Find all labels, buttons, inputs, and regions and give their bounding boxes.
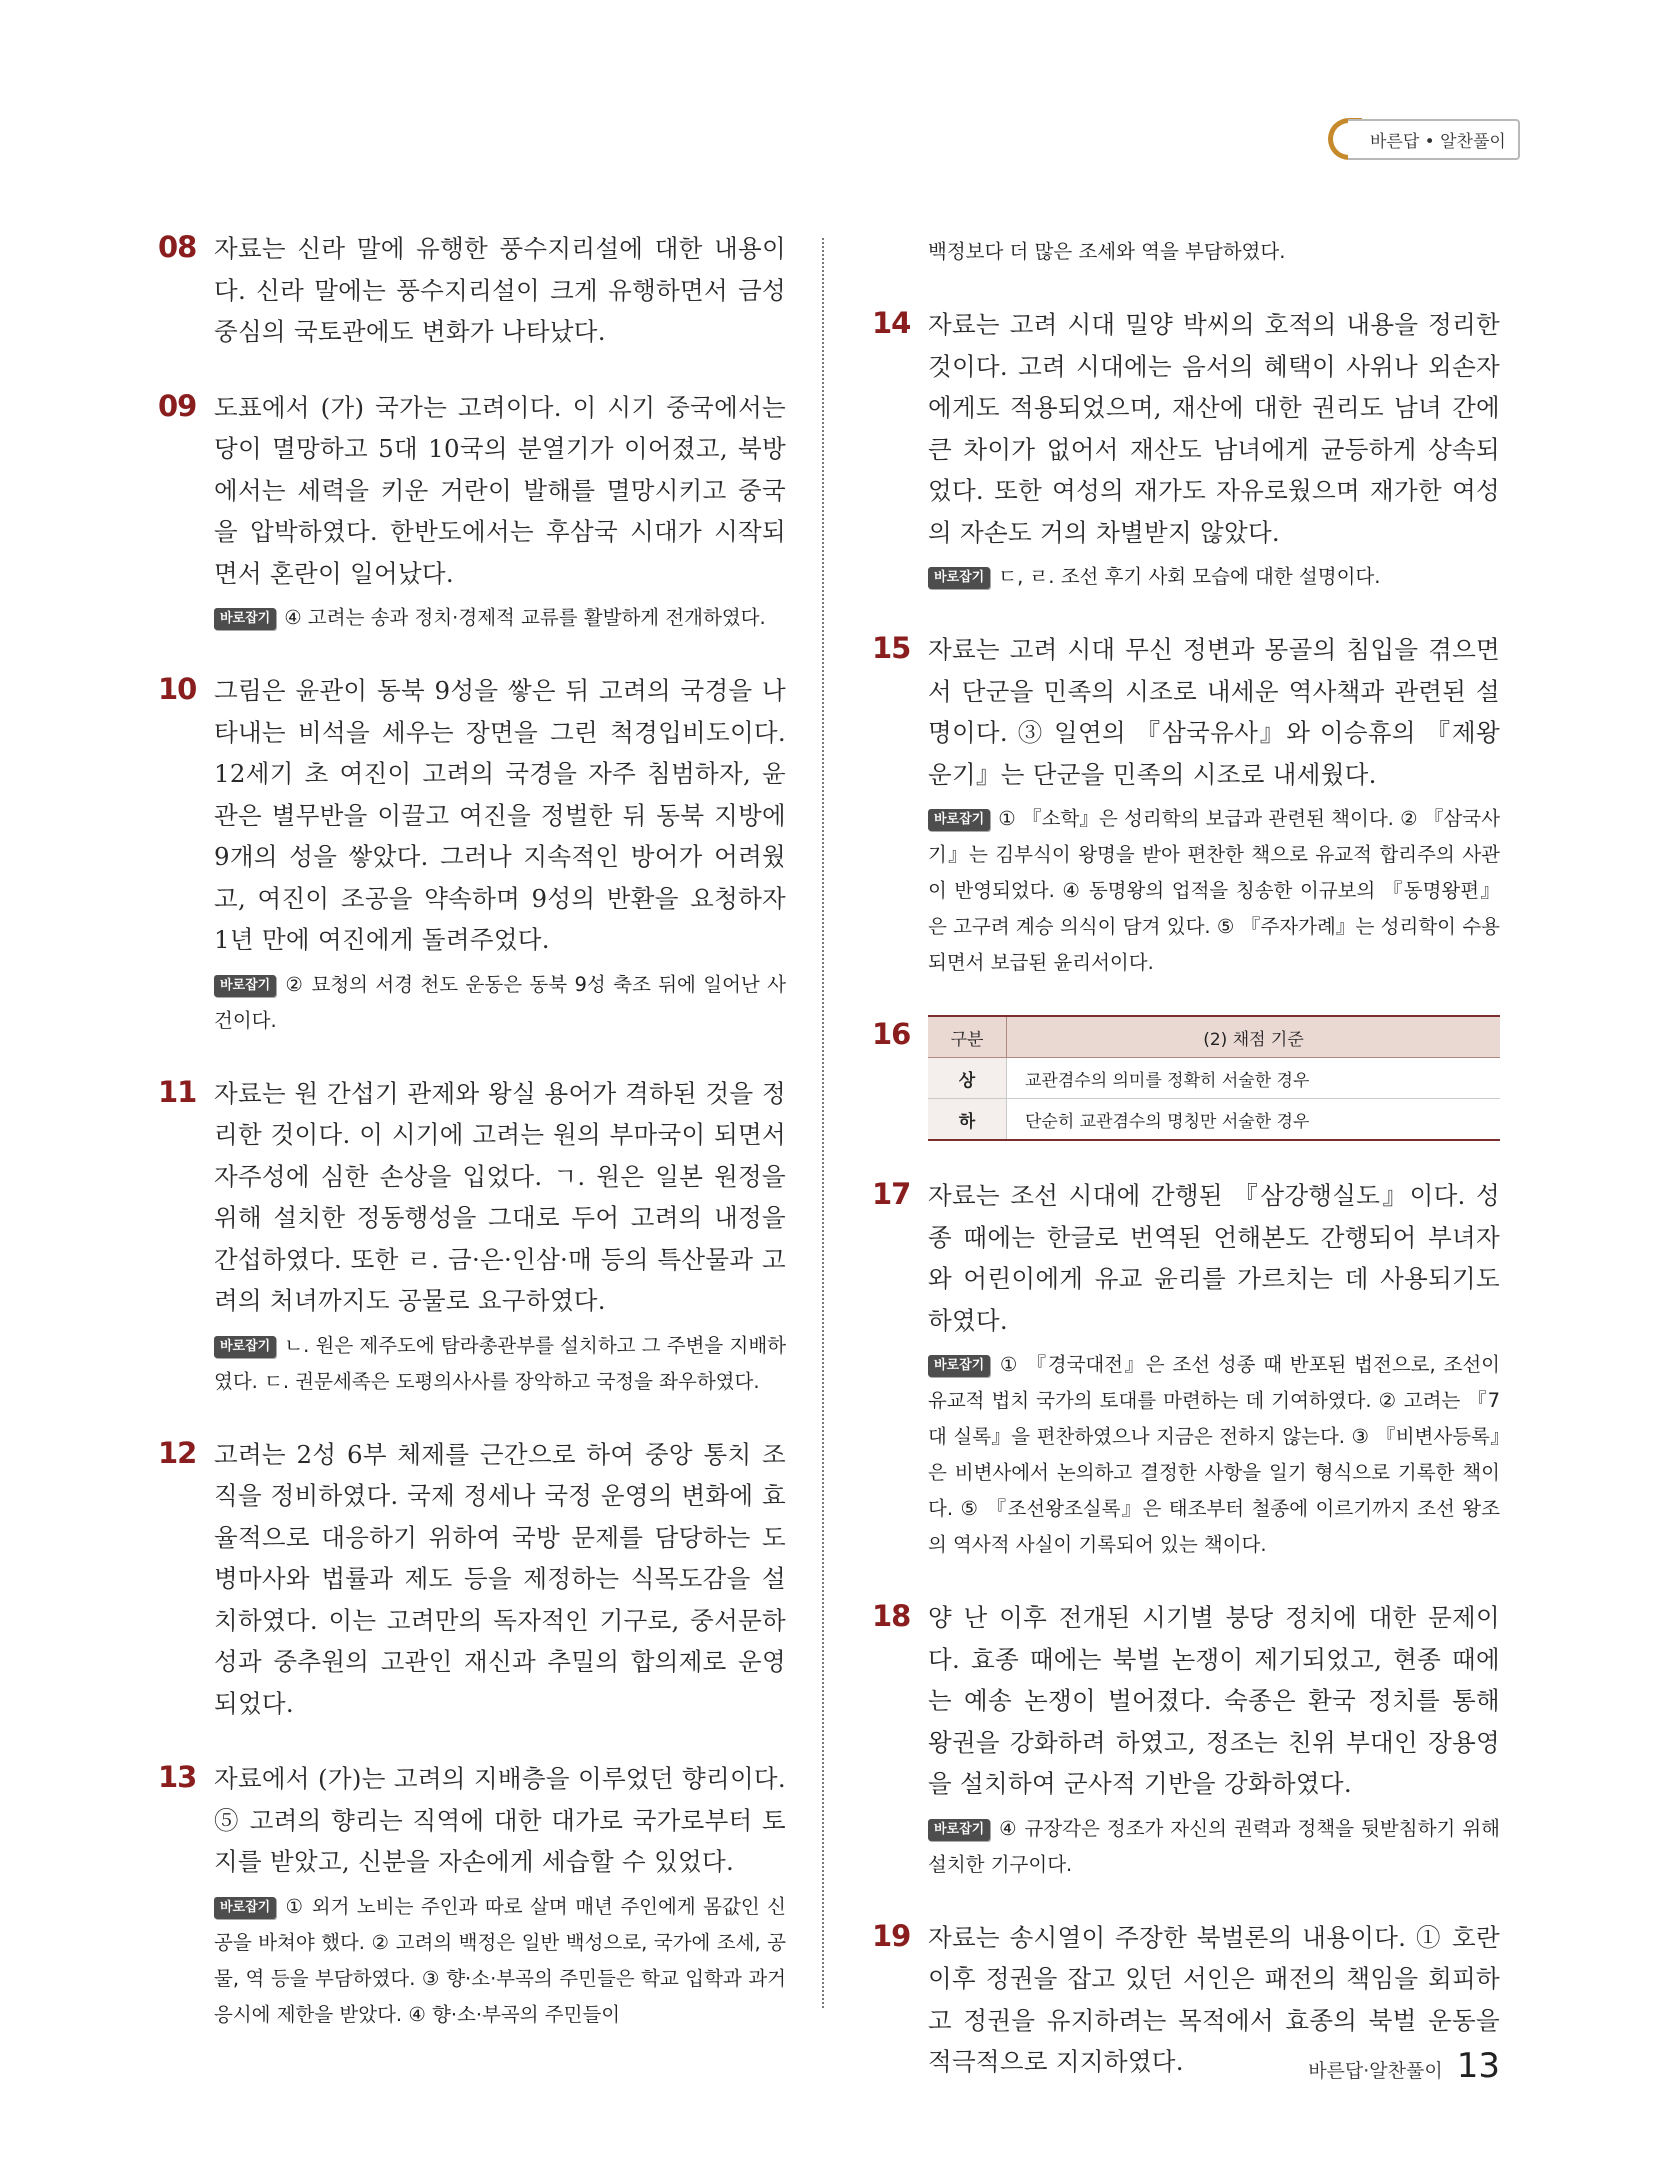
question-18 <box>872 1597 1500 1883</box>
question-number: 12 <box>158 1435 197 1470</box>
correction-tag: 바로잡기 <box>928 809 990 831</box>
question-number: 17 <box>872 1177 911 1211</box>
question-14 <box>872 304 1500 595</box>
explanation-text: 자료는 고려 시대 밀양 박씨의 호적의 내용을 정리한 것이다. 고려 시대에는 음서의 혜택이 사위나 외손자에게도 적용되었으며, 재산에 대한 권리도 남녀 간에 큰 차이가 없어서 재산도 남녀에게 균등하게 상속되었다. 또한 여성의 재가도 자유로웠으며 재가한 여성의 자손도 거의 차별받지 않았다. <box>928 310 1500 547</box>
table-row <box>928 1058 1500 1099</box>
question-13 <box>158 1758 786 2033</box>
question-number: 16 <box>872 1017 911 1051</box>
header-label: 바른답 • 알찬풀이 <box>1348 119 1520 160</box>
explanation-text: 양 난 이후 전개된 시기별 붕당 정치에 대한 문제이다. 효종 때에는 북벌 논쟁이 제기되었고, 현종 때에는 예송 논쟁이 벌어졌다. 숙종은 환국 정치를 통해 왕권을 강화하려 하였고, 정조는 친위 부대인 장용영을 설치하여 군사적 기반을 강화하였다. <box>928 1603 1500 1798</box>
correction-note <box>214 967 786 1039</box>
correction-note <box>214 1328 786 1400</box>
question-number: 11 <box>158 1074 197 1109</box>
question-11 <box>158 1073 786 1400</box>
question-15 <box>872 629 1500 981</box>
question-number: 13 <box>158 1760 197 1794</box>
table-cell-level: 상 <box>928 1058 1007 1099</box>
footer-label: 바른답·알찬풀이 <box>1308 2060 1443 2082</box>
correction-text: ① 『소학』은 성리학의 보급과 관련된 책이다. ② 『삼국사기』는 김부식이 왕명을 받아 편찬한 책으로 유교적 합리주의 사관이 반영되었다. ④ 동명왕의 업적을 칭송한 이규보의 『동명왕편』은 고구려 계승 의식이 담겨 있다. ⑤ 『주자가례』는 성리학이 수용되면서 보급된 윤리서이다. <box>928 807 1500 974</box>
correction-text: ④ 고려는 송과 정치·경제적 교류를 활발하게 전개하였다. <box>284 606 766 629</box>
explanation-text: 자료는 고려 시대 무신 정변과 몽골의 침입을 겪으면서 단군을 민족의 시조로 내세운 역사책과 관련된 설명이다. ③ 일연의 『삼국유사』와 이승휴의 『제왕운기』는 단군을 민족의 시조로 내세웠다. <box>928 635 1500 789</box>
explanation-text: 자료는 신라 말에 유행한 풍수지리설에 대한 내용이다. 신라 말에는 풍수지리설이 크게 유행하면서 금성 중심의 국토관에도 변화가 나타났다. <box>214 234 786 346</box>
correction-tag: 바로잡기 <box>214 608 276 630</box>
correction-note <box>928 1811 1500 1883</box>
table-cell-level: 하 <box>928 1099 1007 1141</box>
question-number: 19 <box>872 1918 911 1953</box>
table-header-row <box>928 1016 1500 1058</box>
explanation-text: 그림은 윤관이 동북 9성을 쌓은 뒤 고려의 국경을 나타내는 비석을 세우는 장면을 그린 척경입비도이다. 12세기 초 여진이 고려의 국경을 자주 침범하자, 윤관은 별무반을 이끌고 여진을 정벌한 뒤 동북 지방에 9개의 성을 쌓았다. 그러나 지속적인 방어가 어려웠고, 여진이 조공을 약속하며 9성의 반환을 요청하자 1년 만에 여진에게 돌려주었다. <box>214 676 786 954</box>
correction-note <box>928 559 1500 595</box>
page-footer <box>1308 2046 1500 2086</box>
question-number: 09 <box>158 388 197 423</box>
question-10 <box>158 670 786 1039</box>
scoring-criteria-table <box>928 1015 1500 1141</box>
table-cell-description: 단순히 교관겸수의 명칭만 서술한 경우 <box>1007 1099 1501 1141</box>
page-number: 13 <box>1456 2046 1500 2086</box>
correction-note <box>928 801 1500 981</box>
correction-note <box>214 600 786 636</box>
correction-tag: 바로잡기 <box>928 1355 990 1377</box>
question-number: 10 <box>158 672 197 706</box>
table-header-category: 구분 <box>928 1016 1007 1058</box>
question-16 <box>872 1015 1500 1141</box>
header-badge <box>1328 118 1520 160</box>
question-number: 08 <box>158 230 197 264</box>
question-09 <box>158 387 786 637</box>
question-17 <box>872 1175 1500 1563</box>
explanation-text: 도표에서 (가) 국가는 고려이다. 이 시기 중국에서는 당이 멸망하고 5대 10국의 분열기가 이어졌고, 북방에서는 세력을 키운 거란이 발해를 멸망시키고 중국을 압박하였다. 한반도에서는 후삼국 시대가 시작되면서 혼란이 일어났다. <box>214 392 786 588</box>
question-number: 18 <box>872 1599 911 1633</box>
left-column <box>158 228 786 2067</box>
table-row <box>928 1099 1500 1141</box>
question-08 <box>158 228 786 353</box>
explanation-text: 자료에서 (가)는 고려의 지배층을 이루었던 향리이다. ⑤ 고려의 향리는 직역에 대한 대가로 국가로부터 토지를 받았고, 신분을 자손에게 세습할 수 있었다. <box>214 1764 786 1876</box>
correction-tag: 바로잡기 <box>928 567 990 589</box>
correction-tag: 바로잡기 <box>928 1819 990 1841</box>
correction-continued-text: 백정보다 더 많은 조세와 역을 부담하였다. <box>928 240 1286 263</box>
explanation-text: 자료는 조선 시대에 간행된 『삼강행실도』이다. 성종 때에는 한글로 번역된 언해본도 간행되어 부녀자와 어린이에게 유교 윤리를 가르치는 데 사용되기도 하였다. <box>928 1181 1500 1335</box>
correction-text: ④ 규장각은 정조가 자신의 권력과 정책을 뒷받침하기 위해 설치한 기구이다. <box>928 1816 1500 1876</box>
correction-tag: 바로잡기 <box>214 1897 276 1919</box>
question-12 <box>158 1434 786 1725</box>
question-number: 14 <box>872 306 911 340</box>
explanation-text: 자료는 원 간섭기 관제와 왕실 용어가 격하된 것을 정리한 것이다. 이 시기에 고려는 원의 부마국이 되면서 자주성에 심한 손상을 입었다. ㄱ. 원은 일본 원정을 위해 설치한 정동행성을 그대로 두어 고려의 내정을 간섭하였다. 또한 ㄹ. 금·은·인삼·매 등의 특산물과 고려의 처녀까지도 공물로 요구하였다. <box>214 1078 786 1315</box>
correction-tag: 바로잡기 <box>214 975 276 997</box>
correction-note <box>214 1889 786 2033</box>
correction-text: ㄴ. 원은 제주도에 탐라총관부를 설치하고 그 주변을 지배하였다. ㄷ. 권문세족은 도평의사사를 장악하고 국정을 좌우하였다. <box>214 1333 786 1393</box>
correction-text: ① 외거 노비는 주인과 따로 살며 매년 주인에게 몸값인 신공을 바쳐야 했다. ② 고려의 백정은 일반 백성으로, 국가에 조세, 공물, 역 등을 부담하였다. ③ 향·소·부곡의 주민들은 학교 입학과 과거 응시에 제한을 받았다. ④ 향·소·부곡의 주민들이 <box>214 1894 786 2026</box>
table-cell-description: 교관겸수의 의미를 정확히 서술한 경우 <box>1007 1058 1501 1099</box>
correction-text: ② 묘청의 서경 천도 운동은 동북 9성 축조 뒤에 일어난 사건이다. <box>214 972 786 1032</box>
correction-text: ㄷ, ㄹ. 조선 후기 사회 모습에 대한 설명이다. <box>998 565 1381 588</box>
correction-note <box>928 1347 1500 1563</box>
question-13-continued <box>872 234 1500 270</box>
column-divider <box>822 238 824 2008</box>
question-number: 15 <box>872 631 911 665</box>
correction-text: ① 『경국대전』은 조선 성종 때 반포된 법전으로, 조선이 유교적 법치 국가의 토대를 마련하는 데 기여하였다. ② 고려는 『7대 실록』을 편찬하였으나 지금은 전하지 않는다. ③ 『비변사등록』은 비변사에서 논의하고 결정한 사항을 일기 형식으로 기록한 책이다. ⑤ 『조선왕조실록』은 태조부터 철종에 이르기까지 조선 왕조의 역사적 사실이 기록되어 있는 책이다. <box>928 1353 1500 1556</box>
explanation-text: 고려는 2성 6부 체제를 근간으로 하여 중앙 통치 조직을 정비하였다. 국제 정세나 국정 운영의 변화에 효율적으로 대응하기 위하여 국방 문제를 담당하는 도병마사와 법률과 제도 등을 제정하는 식목도감을 설치하였다. 이는 고려만의 독자적인 기구로, 중서문하성과 중추원의 고관인 재신과 추밀의 합의제로 운영되었다. <box>214 1439 786 1718</box>
explanation-text: 자료는 송시열이 주장한 북벌론의 내용이다. ① 호란 이후 정권을 잡고 있던 서인은 패전의 책임을 회피하고 정권을 유지하려는 목적에서 효종의 북벌 운동을 적극적으로 지지하였다. <box>928 1922 1500 2076</box>
correction-tag: 바로잡기 <box>214 1336 276 1358</box>
table-header-criteria: (2) 채점 기준 <box>1007 1016 1501 1058</box>
right-column <box>872 228 1500 2117</box>
